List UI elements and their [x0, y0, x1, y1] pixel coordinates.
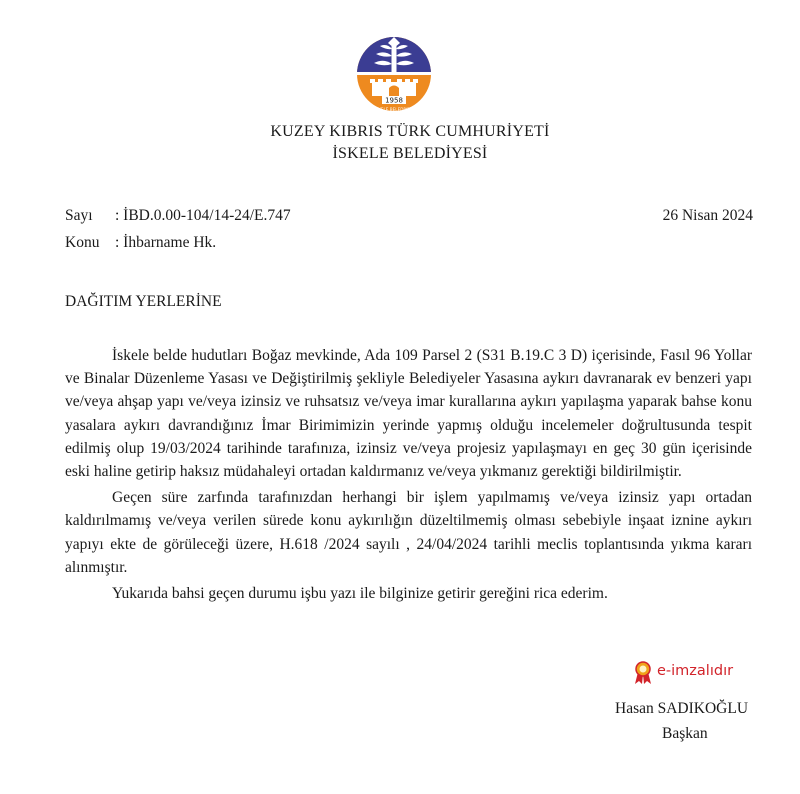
reference-number-row [65, 207, 291, 225]
konu-label: Konu [65, 234, 100, 251]
document-date: 26 Nisan 2024 [662, 207, 753, 224]
paragraph-3: Yukarıda bahsi geçen durumu işbu yazı ile bilginize getirir gereğini rica ederim. [112, 585, 608, 603]
paragraph-1: İskele belde hudutları Boğaz mevkinde, Ada 109 Parsel 2 (S31 B.19.C 3 D) içerisinde, Fasıl 96 Yollar ve Binalar Düzenleme Yasası ve Değiştirilmiş şekliyle Belediyeler Yasasına aykırı davranarak ev benzeri yapı ve/veya ahşap yapı ve/veya izinsiz ve ruhsatsız ve/veya imar kurallarına aykırı yapılaşma yaparak bahse konu yasalara aykırı davrandığınız İmar Birimimizin yerinde yapmış olduğu incelemeler doğrultusunda tespit edilmiş olup 19/03/2024 tarihinde tarafınıza, izinsiz ve/veya projesiz yapılaşmayı en geç 30 gün içerisinde eski haline getirip haksız müdahaleyi ortadan kaldırmanız ve/veya yıkmanız gerektiği bildirilmiştir. [65, 347, 752, 481]
municipality-logo [356, 30, 432, 118]
header-municipality: İSKELE BELEDİYESİ [332, 145, 488, 162]
signer-name: Hasan SADIKOĞLU [615, 700, 749, 717]
award-ribbon-icon [633, 661, 653, 685]
sayi-value: : İBD.0.00-104/14-24/E.747 [115, 207, 291, 224]
paragraph-2: Geçen süre zarfında tarafınızdan herhangi bir işlem yapılmamış ve/veya izinsiz yapı ortadan kaldırılmamış ve/veya verilen sürede konu aykırılığın düzeltilmemiş olması sebebiyle inşaat iznine aykırı yapıyı ekte de görüleceği üzere, H.618 /2024 sayılı , 24/04/2024 tarihli meclis toplantısında yıkma kararı alınmıştır. [65, 489, 752, 576]
header-country: KUZEY KIBRIS TÜRK CUMHURİYETİ [270, 123, 550, 140]
sayi-label: Sayı [65, 207, 93, 224]
distribution-heading: DAĞITIM YERLERİNE [65, 293, 222, 310]
subject-row [65, 234, 216, 252]
e-signature-text: e-imzalıdır [657, 663, 734, 679]
konu-value: : İhbarname Hk. [115, 234, 217, 251]
e-signature-badge [633, 661, 734, 683]
logo-year: 1958 [385, 96, 403, 105]
signer-title: Başkan [662, 725, 708, 742]
logo-ring-text: ISKELE BELEDİYESİ [374, 107, 414, 112]
letter-body [65, 344, 752, 608]
